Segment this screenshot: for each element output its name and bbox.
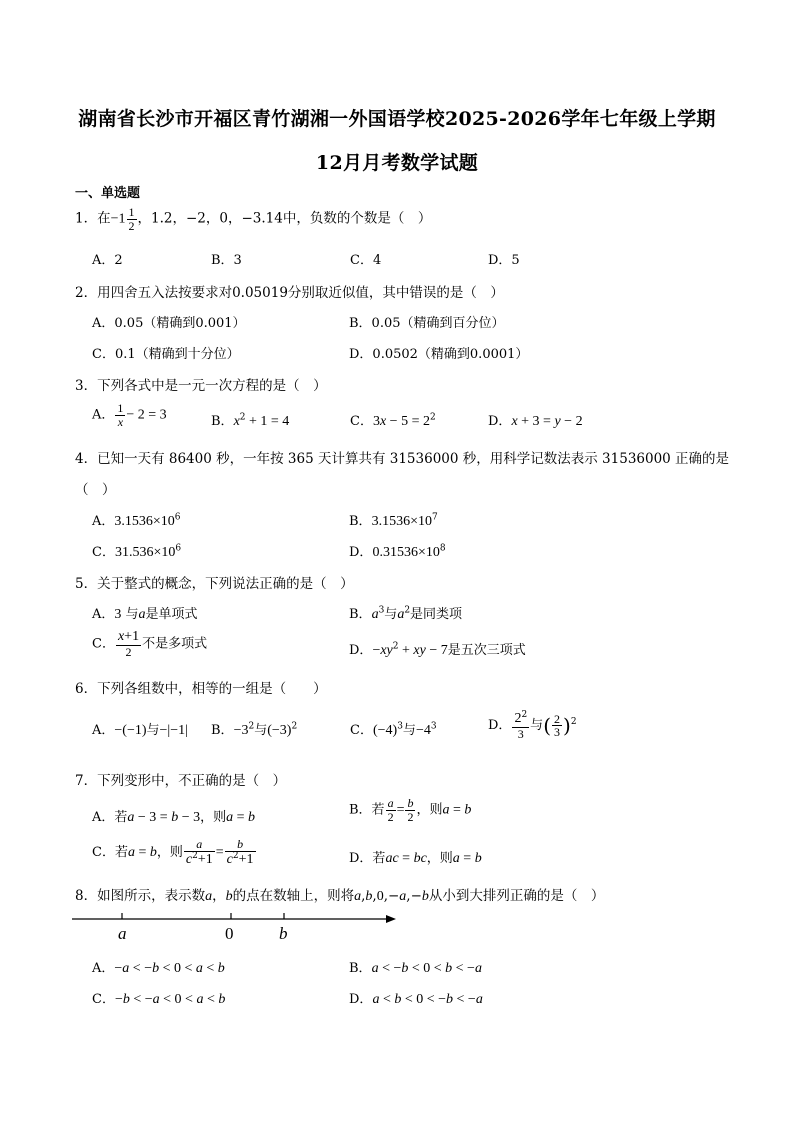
q1-option-a: A．2: [92, 253, 123, 268]
q3-option-b: B．$x^2 + 1 = 4$: [211, 412, 290, 429]
q3-option-d: D．x + 3 = y − 2: [488, 414, 583, 429]
exam-title-line2: 12月月考数学试题: [315, 152, 479, 174]
q8-option-a: A．−a < −b < 0 < a < b: [92, 961, 225, 976]
q2-option-d: D．0.0502（精确到0.0001）: [349, 347, 529, 362]
exam-title-line1: 湖南省长沙市开福区青竹湖湘一外国语学校2025-2026学年七年级上学期: [78, 108, 716, 130]
q3-option-a: A． $\frac{1}{x}$ − 2 = 3: [92, 401, 167, 429]
q7-option-d: D．若ac = bc，则a = b: [349, 851, 482, 866]
question-2: 2．用四舍五入法按要求对0.05019分别取近似值，其中错误的是（ ）: [75, 285, 504, 301]
q1-stem-rest: ，1.2，−2，0，−3.14中，负数的个数是（ ）: [137, 210, 432, 227]
q6-option-a: A．−(−1)与−|−1|: [92, 723, 188, 738]
q2-option-b: B．0.05（精确到百分位）: [349, 316, 505, 331]
q4-option-a: A．$3.1536\times 10^6$: [92, 512, 181, 529]
q6-option-d: D． $\frac{2^2}{3}$ 与( $\frac{2}{3}$ )$^2$: [488, 710, 577, 741]
q4-option-d: D．$0.31536\times 10^8$: [349, 543, 446, 560]
number-line-figure: [70, 906, 400, 946]
q7-option-c: C．若a = b，则 $\frac{a}{c^2+1}$ = $\frac{b}{c^2+1}$: [92, 837, 254, 867]
label-b: b: [279, 924, 288, 943]
question-5: 5．关于整式的概念，下列说法正确的是（ ）: [75, 576, 354, 592]
q7-option-a: A．若a − 3 = b − 3，则a = b: [92, 810, 256, 825]
q3-option-c: C．$3x - 5 = 2^2$: [350, 412, 436, 429]
q5-option-c: C． $\frac{x+1}{2}$ 不是多项式: [92, 629, 208, 659]
question-4-line1: 4．已知一天有 86400 秒，一年按 365 天计算共有 31536000 秒，用科学记数法表示 31536000 正确的是: [75, 451, 730, 467]
q5-option-d: D．$-xy^2$ + xy − 7是五次三项式: [349, 641, 526, 658]
q8-stem-suffix: 从小到大排列正确的是（ ）: [428, 888, 605, 904]
q2-option-c: C．0.1（精确到十分位）: [92, 347, 240, 362]
q1-option-c: C．4: [350, 253, 382, 268]
q4-option-c: C．$31.536\times 10^6$: [92, 543, 182, 560]
question-1: 1．在−1 $\frac{1}{2}$ ，1.2，−2，0，−3.14中，负数的个数是（ ）: [75, 205, 432, 233]
q6-option-b: B．$-3^2$与$(-3)^2$: [211, 721, 298, 738]
question-7: 7．下列变形中，不正确的是（ ）: [75, 773, 287, 789]
q6-option-c: C．$(-4)^3$与$-4^3$: [350, 721, 437, 738]
q1-option-b: B．3: [211, 253, 242, 268]
section-heading: 一、单选题: [75, 186, 141, 201]
q8-option-d: D．a < b < 0 < −b < −a: [349, 992, 483, 1007]
question-8: 8．如图所示，表示数a，b的点在数轴上，则将a,b,0,−a,−b从小到大排列正确的是（ ）: [75, 888, 605, 904]
q7-option-b: B．若 $\frac{a}{2}$ = $\frac{b}{2}$ ，则a = b: [349, 796, 472, 824]
q1-option-d: D．5: [488, 253, 520, 268]
question-3: 3．下列各式中是一元一次方程的是（ ）: [75, 378, 327, 394]
q8-stem-prefix: 8．如图所示，表示数: [75, 888, 206, 904]
q2-option-a: A．0.05（精确到0.001）: [92, 316, 246, 331]
q4-option-b: B．$3.1536\times 10^7$: [349, 512, 438, 529]
q8-option-c: C．−b < −a < 0 < a < b: [92, 992, 226, 1007]
q5-option-b: B．$a^3$与$a^2$是同类项: [349, 605, 463, 622]
question-4-line2: （ ）: [75, 482, 116, 498]
question-6: 6．下列各组数中，相等的一组是（ ）: [75, 681, 327, 697]
label-a: a: [118, 924, 127, 943]
q8-option-b: B．a < −b < 0 < b < −a: [349, 961, 482, 976]
label-zero: 0: [225, 924, 234, 943]
q1-stem-prefix: 1．在: [75, 210, 111, 227]
q5-option-a: A．3 与a是单项式: [92, 607, 198, 622]
number-line-arrow: [386, 915, 396, 923]
